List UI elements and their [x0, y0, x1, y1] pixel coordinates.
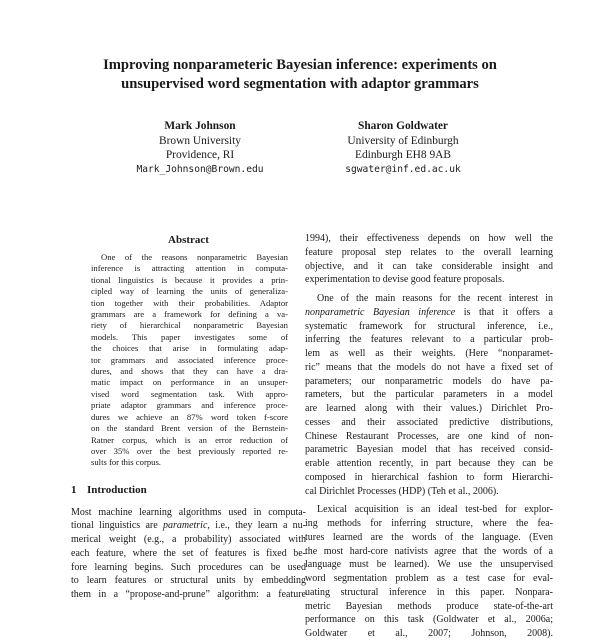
text-line: systematic framework for structural inference, i.e.,: [305, 320, 553, 332]
author-email: Mark_Johnson@Brown.edu: [136, 163, 264, 175]
text-line: lem as well as their weights. (Here “nonparamet-: [305, 348, 553, 359]
text-line: the choices that arise in formulating adap-: [91, 343, 288, 354]
text-line: priate adaptor grammars and inference proce-: [91, 400, 288, 411]
text-line: on the standard Brent version of the Bernstein-: [91, 423, 288, 434]
author-name: Mark Johnson: [164, 120, 236, 132]
text-line: each feature, where the set of features is fixed be-: [71, 547, 306, 559]
text-line: Most machine learning algorithms used in computa-: [71, 506, 306, 518]
text-line: 1994), their effectiveness depends on how well the: [305, 233, 553, 244]
abstract-text: [91, 252, 288, 469]
left-column: [71, 233, 306, 602]
section-number: 1: [71, 483, 77, 496]
text-line: Ratner corpus, which is an error reduction of: [91, 434, 288, 445]
author-block-johnson: [120, 119, 280, 177]
text-line: feature proposal step relates to the overall learning: [305, 246, 553, 258]
text-line: sults for this corpus.: [91, 457, 161, 468]
author-name: Sharon Goldwater: [358, 120, 448, 132]
text-line: over 35% over the best previously reported re-: [91, 445, 288, 456]
text-line: One of the reasons nonparametric Bayesian: [101, 252, 288, 262]
text-line: Lexical acquisition is an ideal test-bed for explor-: [317, 504, 553, 516]
emphasized-term: nonparametric Bayesian inference: [305, 306, 456, 318]
paper-title: Improving nonparameteric Bayesian inference: experiments on unsupervised word segmentation with adaptor grammars: [103, 57, 497, 92]
text-line: parameters; our nonparametric models do have pa-: [305, 375, 553, 387]
text-line: ing methods for inferring structure, where the fea-: [305, 518, 553, 529]
text-line: tional linguistics is because it provides a prin-: [91, 274, 288, 285]
author-affiliation: Brown University: [159, 134, 241, 147]
text-line: tion together with their probabilities. Adaptor: [91, 297, 288, 308]
text-line: uating structural inference in this paper. Nonpara-: [305, 586, 553, 598]
section-heading-introduction: [71, 483, 306, 497]
text-line: the most hard-core nativists agree that the words of a: [305, 545, 553, 557]
text-line: word segmentation problem as a test case for eval-: [305, 573, 553, 584]
author-location: Providence, RI: [165, 149, 235, 161]
text-line: Goldwater et al., 2007; Johnson, 2008).: [305, 628, 553, 639]
author-location: Edinburgh EH8 9AB: [355, 149, 451, 161]
author-block-goldwater: [318, 119, 488, 177]
body-paragraph: [305, 232, 553, 287]
text-line: Chinese Restaurant Processes, are one kind of non-: [305, 430, 553, 442]
text-line: tional linguistics are parametric, i.e., they learn a nu-: [71, 520, 307, 532]
text-line: riety of hierarchical nonparametric Bayesian: [91, 320, 288, 331]
text-line: language must be learned). We use the unsupervised: [305, 559, 553, 571]
text-line: to learn features or structural units by embedding: [71, 575, 306, 587]
text-line: cal Dirichlet Processes (HDP) (Teh et al., 2006).: [305, 485, 499, 497]
text-line: metric Bayesian methods produce state-of-the-art: [305, 600, 553, 612]
author-affiliation: University of Edinburgh: [347, 134, 459, 147]
text-line: tor grammars and associated inference proce-: [91, 354, 288, 365]
text-line: dures we achieve an 87% word token f-score: [91, 411, 288, 422]
right-column: [305, 232, 553, 641]
text-line: cipled way of learning the units of generaliza-: [91, 286, 288, 297]
text-line: are learned along with their values.) Dirichlet Pro-: [305, 403, 553, 414]
text-line: inferring the features relevant to a particular prob-: [305, 334, 553, 346]
text-line: objective, and it can take considerable insight and: [305, 260, 553, 272]
text-line: grammars are a framework for defining a va-: [91, 309, 288, 320]
text-line: fore learning begins. Such procedures can be used: [71, 561, 306, 573]
body-paragraph: [305, 503, 553, 641]
text-line: cesses and their associated predictive distributions,: [305, 416, 553, 428]
text-line: inference is attracting attention in computa-: [91, 263, 288, 274]
text-line: parametric Bayesian model that has received consid-: [305, 444, 553, 456]
text-line: merical weight (e.g., a probability) associated with: [71, 534, 306, 546]
abstract-heading: Abstract: [168, 234, 209, 246]
section-title: Introduction: [87, 483, 147, 496]
body-paragraph: [305, 292, 553, 498]
text-line: One of the main reasons for the recent interest in: [317, 293, 553, 304]
emphasized-term: parametric: [162, 520, 208, 532]
introduction-paragraph: [71, 506, 306, 602]
text-line: rameters, but the particular parameters in a model: [305, 389, 553, 401]
author-email: sgwater@inf.ed.ac.uk: [345, 163, 461, 175]
text-line: composed in hierarchical fashion to form Hierarchi-: [305, 471, 553, 483]
text-line: ric” means that the models do not have a fixed set of: [305, 361, 553, 373]
text-line: nonparametric Bayesian inference is that it offers a: [305, 306, 553, 318]
text-line: experimentation to devise good feature proposals.: [305, 274, 505, 286]
text-line: matic impact on performance in an unsuper-: [91, 377, 288, 388]
text-line: performance on this task (Goldwater et al., 2006a;: [305, 614, 553, 626]
text-line: models. This paper investigates some of: [91, 331, 288, 342]
text-line: them in a “propose-and-prune” algorithm: a feature: [71, 589, 306, 601]
text-line: erable attention recently, in part because they can be: [305, 458, 553, 469]
text-line: dures, and shows that they can have a dra-: [91, 366, 288, 377]
text-line: vised word segmentation task. With appro-: [91, 388, 288, 399]
text-line: tures learned are the words of the language. (Even: [305, 531, 553, 543]
